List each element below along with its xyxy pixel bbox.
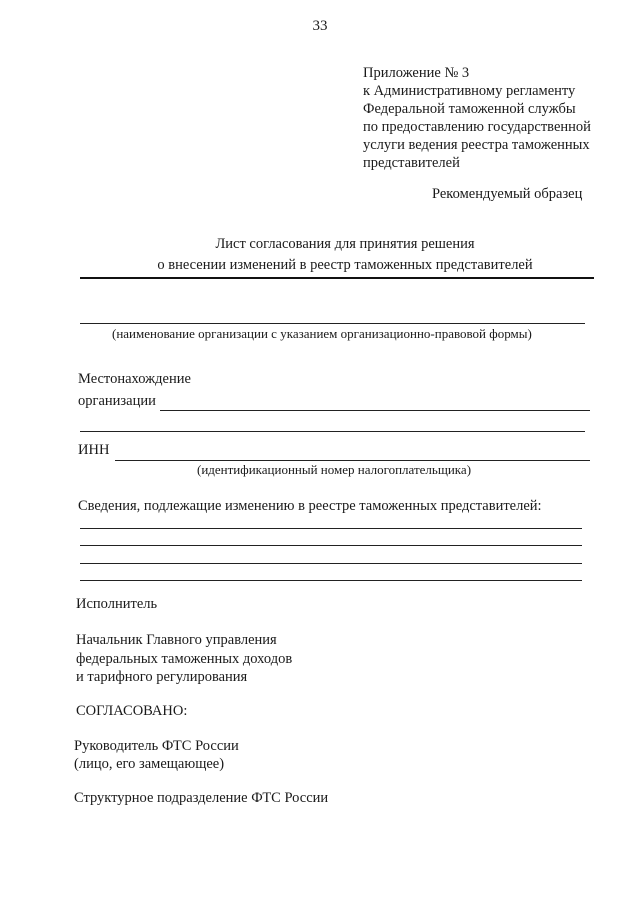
changes-line	[80, 528, 582, 529]
appendix-line: к Административному регламенту	[363, 83, 576, 99]
org-name-caption: (наименование организации с указанием организационно-правовой формы)	[112, 326, 532, 341]
structural-unit-label: Структурное подразделение ФТС России	[74, 790, 329, 806]
appendix-line: по предоставлению государственной	[363, 119, 591, 135]
title-underline	[80, 277, 594, 279]
location-label-line2: организации	[78, 393, 156, 409]
changes-label: Сведения, подлежащие изменению в реестре таможенных представителей:	[78, 498, 542, 514]
document-title-line2: о внесении изменений в реестр таможенных представителей	[157, 257, 533, 273]
head-line2: (лицо, его замещающее)	[74, 756, 225, 772]
changes-line	[80, 580, 582, 581]
head-line1: Руководитель ФТС России	[74, 738, 239, 754]
org-name-line	[80, 323, 585, 324]
chief-line3: и тарифного регулирования	[76, 669, 248, 685]
appendix-line: услуги ведения реестра таможенных	[363, 137, 590, 153]
chief-line2: федеральных таможенных доходов	[76, 651, 293, 667]
location-label-line1: Местонахождение	[78, 371, 191, 387]
changes-line	[80, 563, 582, 564]
location-line-2	[80, 431, 585, 432]
changes-line	[80, 545, 582, 546]
approved-label: СОГЛАСОВАНО:	[76, 703, 188, 719]
executor-label: Исполнитель	[76, 596, 158, 612]
location-line	[160, 410, 590, 411]
chief-line1: Начальник Главного управления	[76, 632, 277, 648]
inn-caption: (идентификационный номер налогоплательщика)	[197, 462, 472, 477]
sample-label: Рекомендуемый образец	[432, 186, 583, 202]
inn-line	[115, 460, 590, 461]
inn-label: ИНН	[78, 442, 110, 458]
appendix-line: Приложение № 3	[363, 65, 470, 81]
document-title-line1: Лист согласования для принятия решения	[215, 236, 475, 252]
appendix-line: представителей	[363, 155, 460, 171]
appendix-header	[363, 64, 591, 172]
page-number: 33	[312, 18, 328, 34]
appendix-line: Федеральной таможенной службы	[363, 101, 576, 117]
